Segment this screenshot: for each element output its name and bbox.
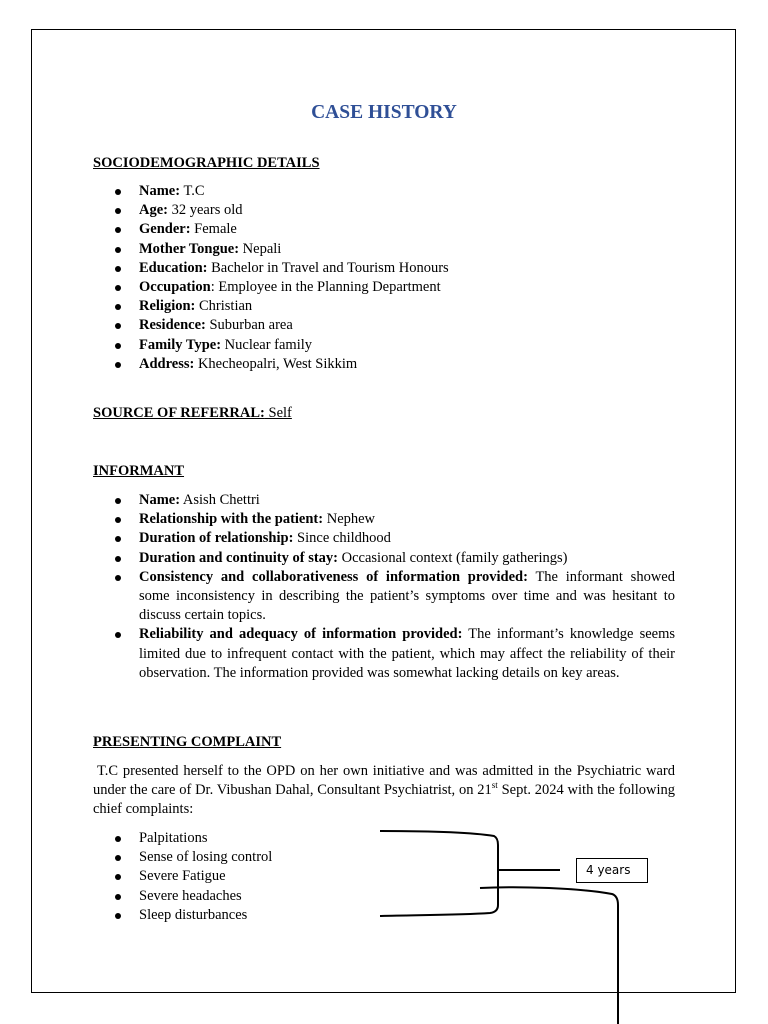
field-value: The informant’s knowledge seems limited due to infrequent contact with the patient, which may affect the reliability of their observation. The information provided was somewhat lacking details on key areas.: [139, 626, 676, 681]
list-item: [93, 259, 675, 278]
date-superscript: st: [491, 780, 498, 791]
field-label: Mother Tongue:: [139, 240, 240, 257]
field-label: Gender:: [139, 221, 191, 238]
list-item: [93, 220, 675, 239]
field-label: Education:: [139, 259, 208, 276]
field-label: Residence:: [139, 317, 206, 334]
informant-list: [93, 491, 675, 683]
list-item: [93, 316, 675, 335]
field-label: Age:: [139, 202, 168, 219]
field-value: T.C: [183, 183, 205, 199]
list-item: [93, 625, 675, 683]
list-item: [93, 355, 675, 374]
field-value: 32 years old: [171, 202, 243, 219]
field-value: Nepali: [242, 240, 282, 257]
list-item: Severe Fatigue: [93, 867, 675, 886]
field-value: : Employee in the Planning Department: [210, 279, 441, 296]
field-value: Bachelor in Travel and Tourism Honours: [211, 259, 449, 276]
list-item: [93, 529, 675, 548]
list-item: Sense of losing control: [93, 848, 675, 867]
field-label: Name:: [139, 492, 181, 508]
field-label: Occupation: [139, 279, 211, 296]
list-item: [93, 182, 675, 201]
field-value: The informant showed some inconsistency in describing the patient’s symptoms over time and was hesitant to discuss certain topics.: [139, 568, 675, 624]
field-label: Relationship with the patient:: [139, 511, 324, 528]
field-value: Since childhood: [297, 530, 391, 547]
list-item: [93, 510, 675, 529]
presenting-complaint-heading: PRESENTING COMPLAINT: [93, 734, 282, 750]
field-value: Nephew: [326, 511, 376, 528]
field-label: Family Type:: [139, 336, 222, 353]
referral-heading: [93, 404, 292, 423]
field-value: Christian: [199, 298, 253, 315]
field-label: Address:: [139, 355, 195, 372]
field-label: Consistency and collaborativeness of information provided:: [139, 568, 528, 585]
field-value: Khecheopalri, West Sikkim: [197, 355, 358, 372]
presenting-complaint-paragraph: [93, 762, 675, 820]
field-value: Asish Chettri: [182, 492, 260, 508]
list-item: Sleep disturbances: [93, 906, 675, 925]
informant-heading: INFORMANT: [93, 463, 185, 479]
paragraph-text: T.C presented herself to the OPD on her own initiative and was admitted in the Psychiatric ward under the care of Dr. Vibushan Dahal, Consultant Psychiatrist, on 21: [93, 763, 675, 799]
list-item: [93, 240, 675, 259]
duration-box: 4 years: [576, 858, 648, 883]
field-label: Name:: [139, 183, 181, 199]
list-item: [93, 549, 675, 568]
list-item: [93, 491, 675, 510]
sociodemographic-heading: SOCIODEMOGRAPHIC DETAILS: [93, 155, 320, 171]
list-item: [93, 297, 675, 316]
page-title: CASE HISTORY: [311, 102, 457, 123]
field-value: Suburban area: [209, 317, 293, 334]
list-item: [93, 568, 675, 626]
list-item: [93, 336, 675, 355]
field-label: Duration of relationship:: [139, 530, 294, 547]
list-item: [93, 278, 675, 297]
field-value: Female: [194, 221, 237, 238]
list-item: Severe headaches: [93, 887, 675, 906]
referral-label: SOURCE OF REFERRAL:: [93, 405, 265, 421]
field-label: Reliability and adequacy of information provided:: [139, 626, 463, 643]
referral-value: Self: [268, 405, 292, 421]
field-label: Duration and continuity of stay:: [139, 549, 338, 566]
list-item: Palpitations: [93, 829, 675, 848]
field-label: Religion:: [139, 298, 196, 315]
field-value: Nuclear family: [224, 336, 313, 353]
sociodemographic-list: [93, 182, 675, 374]
list-item: [93, 201, 675, 220]
paragraph-text-end: Sept. 2024 with the following chief complaints:: [93, 782, 675, 818]
field-value: Occasional context (family gatherings): [341, 549, 568, 566]
